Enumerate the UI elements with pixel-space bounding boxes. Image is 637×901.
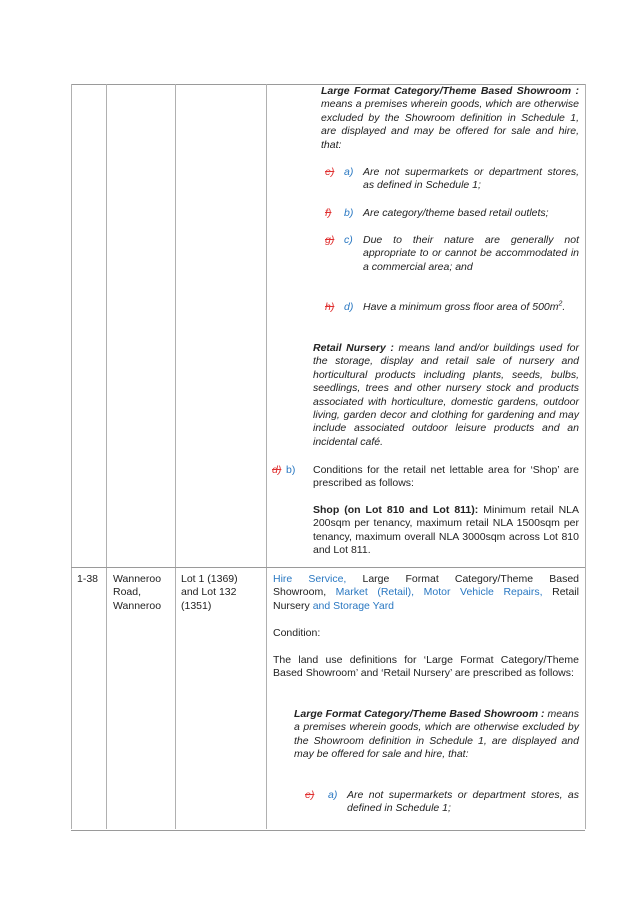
additional-uses: Hire Service, Large Format Category/Theme Based Showroom, Market (Retail), Motor Vehicle Repairs, Retail Nursery and Storage Yard <box>273 573 579 612</box>
retail-nursery-definition: Retail Nursery : means land and/or buildings used for the storage, display and retail sale of nursery and horticultural products including plants, seeds, bulbs, seedlings, trees and other nursery stock and products associated with horticulture, domestic gardens, outdoor living, garden decor and clothing for gardening and may include associated outdoor leisure products and an incidental café. <box>313 342 579 448</box>
table-border-left <box>71 84 72 829</box>
lfc-definition: Large Format Category/Theme Based Showroom : means a premises wherein goods, which are otherwise excluded by the Showroom definition in Schedule 1, are displayed and may be offered for sale and hire, that: <box>321 85 579 151</box>
street-address: Wanneroo Road, Wanneroo <box>113 573 162 612</box>
gross-floor-area-text: Have a minimum gross floor area of $500m^2$. <box>363 300 566 313</box>
lot-description: Lot 1 (1369) and Lot 132 (1351) <box>181 573 238 612</box>
row-divider <box>71 567 585 568</box>
lfc-definition: Large Format Category/Theme Based Showroom : means a premises wherein goods, which are otherwise excluded by the Showroom definition in Schedule 1, are displayed and may be offered for sale and hire, that: <box>294 708 579 761</box>
row-number: 1-38 <box>77 573 99 585</box>
definitions-intro: The land use definitions for ‘Large Format Category/Theme Based Showroom’ and ‘Retail Nursery’ are prescribed as follows: <box>273 654 579 680</box>
table-border-right <box>585 84 586 829</box>
column-divider-1 <box>106 84 107 829</box>
shop-condition: Shop (on Lot 810 and Lot 811): Minimum retail NLA 200sqm per tenancy, maximum retail NLA 1500sqm per tenancy, maximum overall NLA 3000sqm across Lot 810 and Lot 811. <box>313 504 580 557</box>
column-divider-3 <box>266 84 267 829</box>
column-divider-2 <box>175 84 176 829</box>
condition-label: Condition: <box>273 627 321 639</box>
